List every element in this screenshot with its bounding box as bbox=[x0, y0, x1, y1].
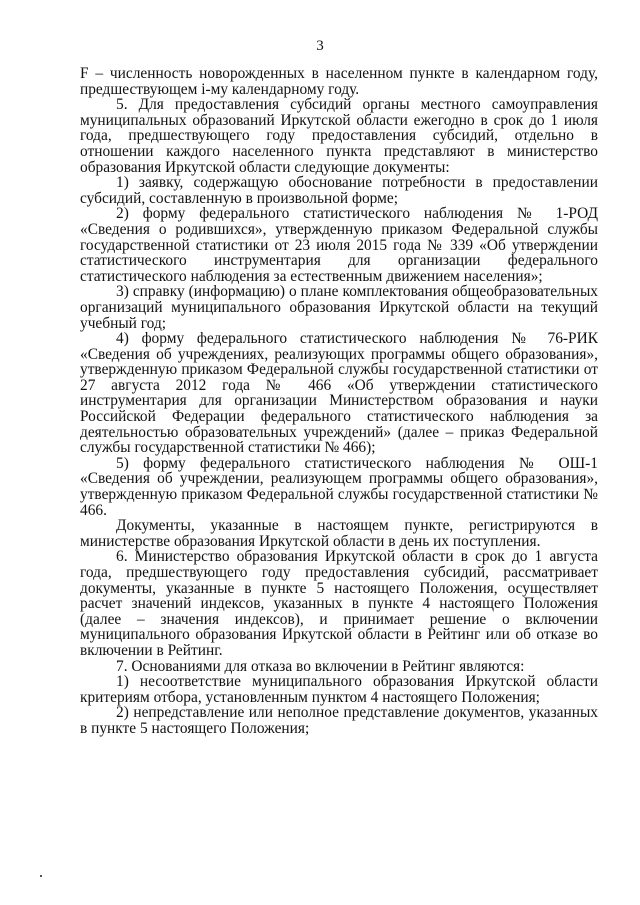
scan-speck bbox=[40, 875, 42, 877]
paragraph-refusal-1: 1) несоответствие муниципального образования Иркутской области критериям отбора, установленным пунктом 4 настоящего Положения; bbox=[80, 673, 598, 706]
paragraph-doc-1: 1) заявку, содержащую обоснование потребности в предоставлении субсидий, составленную в произвольной форме; bbox=[80, 174, 598, 207]
paragraph-doc-4: 4) форму федерального статистического наблюдения № 76-РИК «Сведения об учреждениях, реализующих программы общего образования», утвержденную приказом Федеральной службы государственной статистики от 27 августа 2012 года № 466 «Об утверждении статистического инструментария для организации Министерством образования и науки Российской Федерации федерального статистического наблюдения за деятельностью образовательных учреждений» (далее – приказ Федеральной службы государственной статистики № 466); bbox=[80, 330, 598, 457]
paragraph-item-6: 6. Министерство образования Иркутской области в срок до 1 августа года, предшествующего году предоставления субсидий, рассматривает документы, указанные в пункте 5 настоящего Положения, осуществляет расчет значений индексов, указанных в пункте 4 настоящего Положения (далее – значения индексов), и принимает решение о включении муниципального образования Иркутской области в Рейтинг или об отказе во включении в Рейтинг. bbox=[80, 548, 598, 659]
document-body bbox=[80, 66, 598, 737]
paragraph-registration: Документы, указанные в настоящем пункте, регистрируются в министерстве образования Иркутской области в день их поступления. bbox=[80, 517, 598, 550]
paragraph-doc-2: 2) форму федерального статистического наблюдения № 1-РОД «Сведения о родившихся», утвержденную приказом Федеральной службы государственной статистики от 23 июля 2015 года № 339 «Об утверждении статистического инструментария для организации федерального статистического наблюдения за естественным движением населения»; bbox=[80, 205, 598, 285]
paragraph-item-5: 5. Для предоставления субсидий органы местного самоуправления муниципальных образований Иркутской области ежегодно в срок до 1 июля года, предшествующего году предоставления субсидий, отдельно в отношении каждого населенного пункта представляют в министерство образования Иркутской области следующие документы: bbox=[80, 96, 598, 176]
page-number: 3 bbox=[316, 38, 324, 54]
paragraph-doc-5: 5) форму федерального статистического наблюдения № ОШ-1 «Сведения об учреждении, реализующем программы общего образования», утвержденную приказом Федеральной службы государственной статистики № 466. bbox=[80, 454, 598, 519]
paragraph-item-7: 7. Основаниями для отказа во включении в Рейтинг являются: bbox=[116, 657, 525, 675]
paragraph-f-definition: F – численность новорожденных в населенном пункте в календарном году, предшествующем i-му календарному году. bbox=[80, 65, 598, 98]
paragraph-doc-3: 3) справку (информацию) о плане комплектования общеобразовательных организаций муниципального образования Иркутской области на текущий учебный год; bbox=[80, 283, 598, 332]
paragraph-refusal-2: 2) непредставление или неполное представление документов, указанных в пункте 5 настоящего Положения; bbox=[80, 704, 598, 737]
